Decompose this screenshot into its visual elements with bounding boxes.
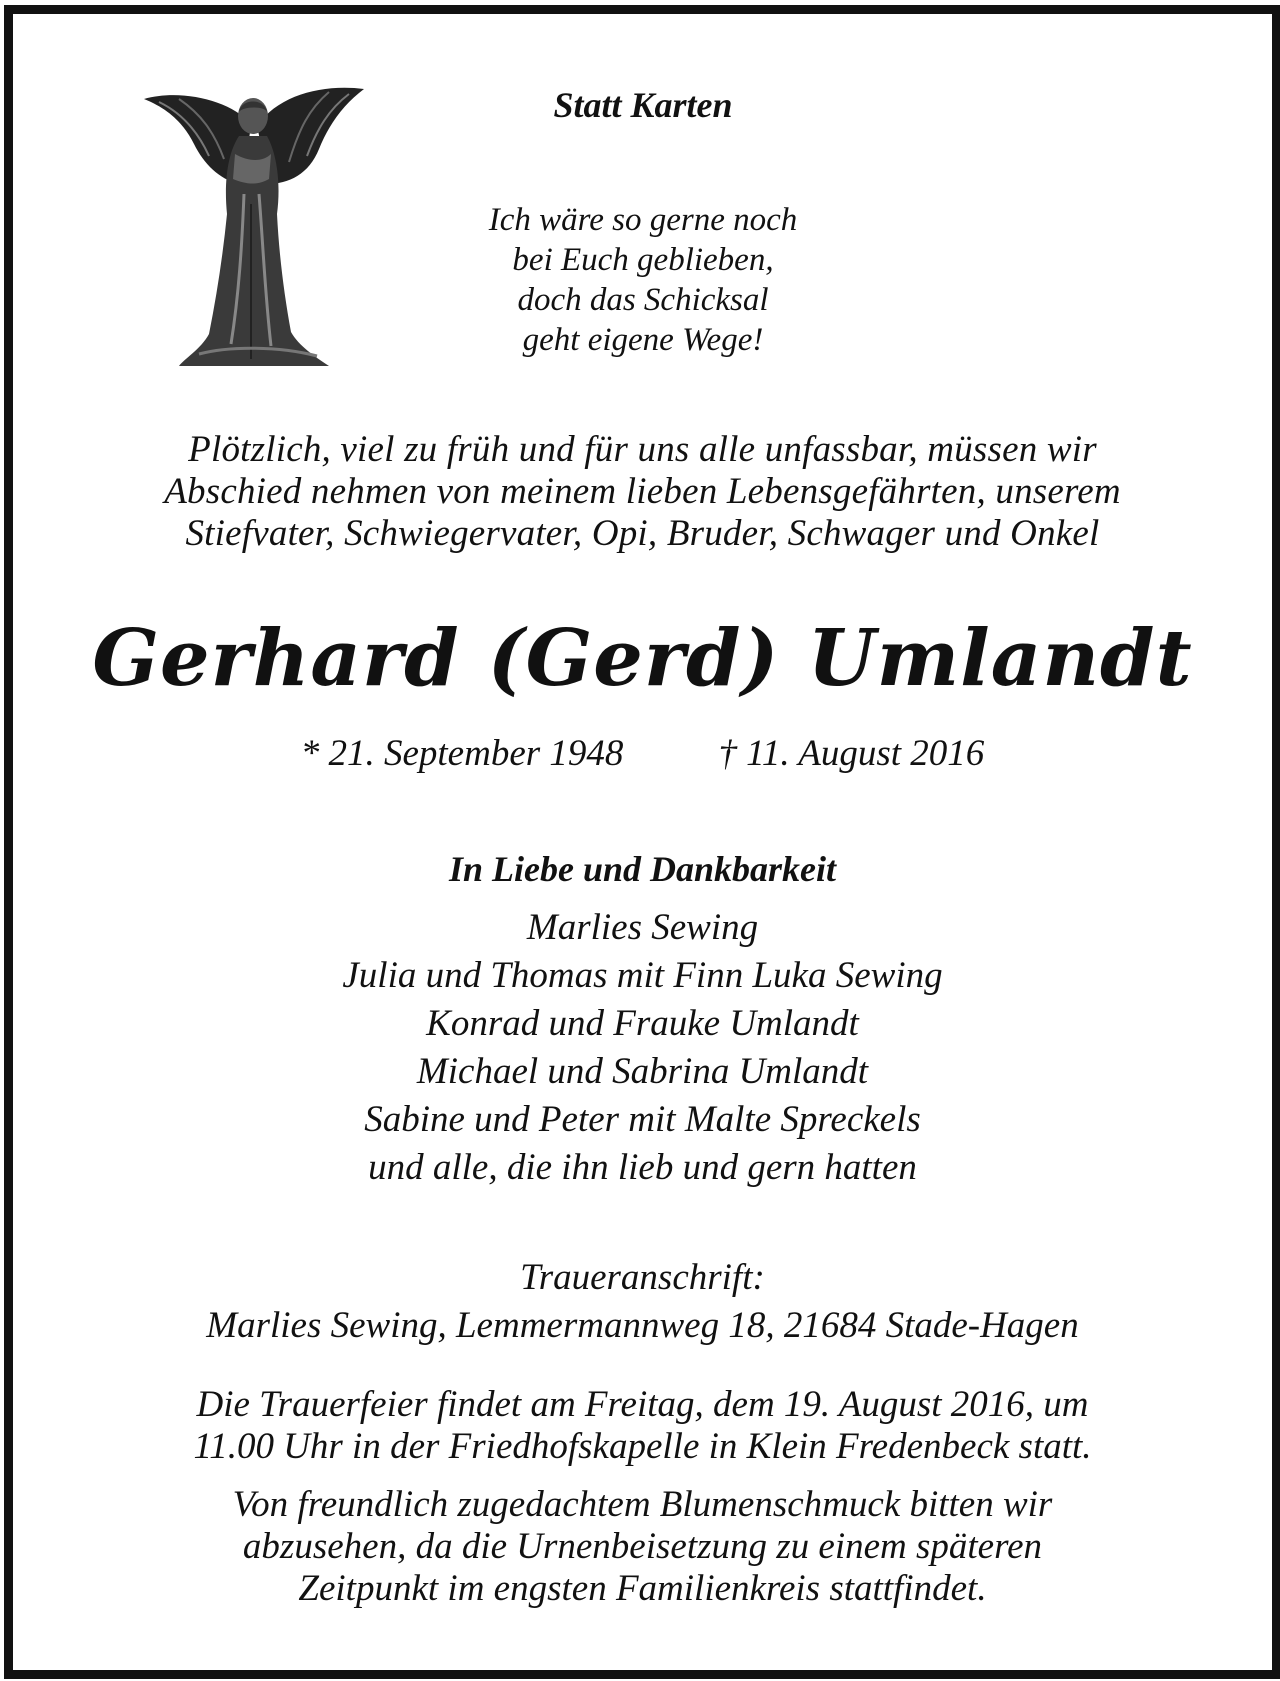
- mourners-list: [13, 904, 1272, 1192]
- mourner-item: Sabine und Peter mit Malte Spreckels: [364, 1099, 921, 1140]
- address-label: Traueranschrift:: [520, 1257, 765, 1298]
- deceased-name: [13, 614, 1272, 704]
- poem: [433, 200, 853, 360]
- ceremony-notice: [13, 1384, 1272, 1468]
- ceremony-line: Die Trauerfeier findet am Freitag, dem 19. August 2016, um: [196, 1384, 1089, 1425]
- obituary-notice: [13, 14, 1272, 1670]
- deceased-name-text: Gerhard (Gerd) Umlandt: [92, 613, 1193, 704]
- poem-line: Ich wäre so gerne noch: [488, 202, 798, 238]
- mourner-item: Julia und Thomas mit Finn Luka Sewing: [342, 955, 943, 996]
- mourning-address: [13, 1254, 1272, 1350]
- obituary-frame: [4, 5, 1280, 1679]
- intro-line: Plötzlich, viel zu früh und für uns alle unfassbar, müssen wir: [188, 429, 1097, 470]
- ceremony-line: 11.00 Uhr in der Friedhofskapelle in Klein Fredenbeck statt.: [193, 1426, 1092, 1467]
- flowers-notice: [13, 1484, 1272, 1610]
- poem-line: geht eigene Wege!: [522, 322, 764, 358]
- statt-karten-heading: [433, 84, 853, 126]
- angel-statue-icon: [139, 84, 369, 374]
- birth-date: * 21. September 1948: [300, 733, 624, 774]
- intro-line: Abschied nehmen von meinem lieben Lebensgefährten, unserem: [164, 471, 1121, 512]
- death-date: † 11. August 2016: [718, 733, 985, 774]
- intro-line: Stiefvater, Schwiegervater, Opi, Bruder, Schwager und Onkel: [185, 513, 1100, 554]
- intro-paragraph: [13, 429, 1272, 555]
- mourners-title: [13, 847, 1272, 891]
- flowers-line: Von freundlich zugedachtem Blumenschmuck bitten wir: [232, 1484, 1053, 1525]
- flowers-line: Zeitpunkt im engsten Familienkreis stattfindet.: [298, 1568, 987, 1609]
- poem-line: bei Euch geblieben,: [512, 242, 774, 278]
- life-dates: [13, 732, 1272, 776]
- mourner-item: Konrad und Frauke Umlandt: [426, 1003, 859, 1044]
- poem-line: doch das Schicksal: [517, 282, 769, 318]
- mourner-item: Marlies Sewing: [526, 907, 759, 948]
- statt-karten-text: Statt Karten: [553, 85, 733, 125]
- mourners-title-text: In Liebe und Dankbarkeit: [448, 849, 837, 889]
- address-value: Marlies Sewing, Lemmermannweg 18, 21684 Stade-Hagen: [206, 1305, 1079, 1346]
- mourner-item: und alle, die ihn lieb und gern hatten: [368, 1147, 917, 1188]
- mourner-item: Michael und Sabrina Umlandt: [416, 1051, 869, 1092]
- flowers-line: abzusehen, da die Urnenbeisetzung zu einem späteren: [242, 1526, 1043, 1567]
